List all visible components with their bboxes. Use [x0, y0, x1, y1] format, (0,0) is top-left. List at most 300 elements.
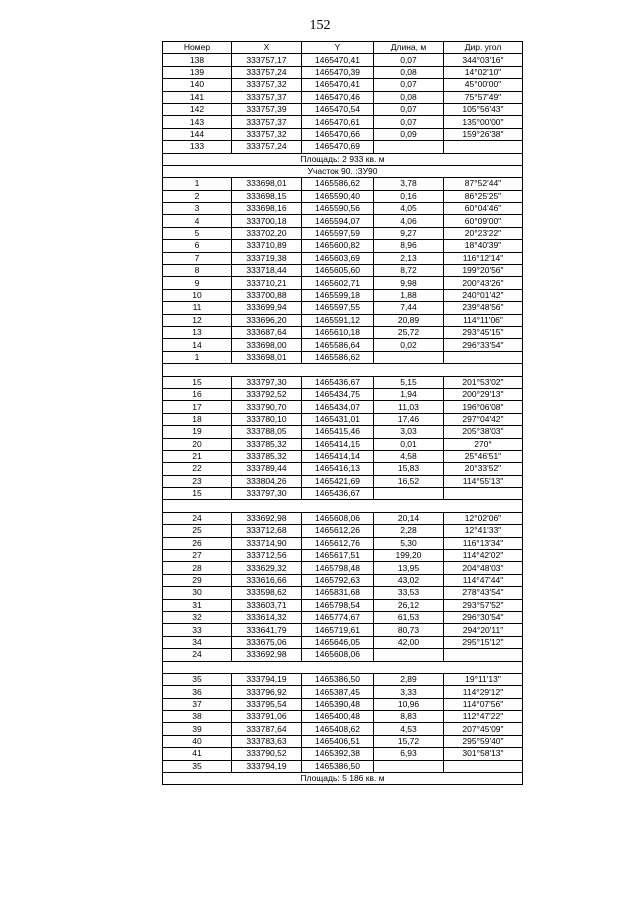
direction-angle-cell: 116°13'34": [444, 537, 523, 549]
y-coordinate-cell: 1465470,69: [302, 141, 374, 153]
length-cell: 0,16: [374, 190, 444, 202]
direction-angle-cell: 12°41'33": [444, 525, 523, 537]
point-number-cell: 39: [163, 723, 232, 735]
y-coordinate-cell: 1465831,68: [302, 587, 374, 599]
x-coordinate-cell: 333785,32: [232, 450, 302, 462]
point-number-cell: 35: [163, 673, 232, 685]
y-coordinate-cell: 1465431,01: [302, 413, 374, 425]
direction-angle-cell: 60°09'00": [444, 215, 523, 227]
point-number-cell: 24: [163, 512, 232, 524]
x-coordinate-cell: 333797,30: [232, 376, 302, 388]
point-number-cell: 32: [163, 611, 232, 623]
y-coordinate-cell: 1465591,12: [302, 314, 374, 326]
length-cell: 10,96: [374, 698, 444, 710]
point-number-cell: 15: [163, 488, 232, 500]
length-cell: 1,94: [374, 388, 444, 400]
y-coordinate-cell: 1465400,48: [302, 711, 374, 723]
length-cell: [374, 351, 444, 363]
length-cell: 13,95: [374, 562, 444, 574]
length-cell: 61,53: [374, 611, 444, 623]
point-number-cell: 31: [163, 599, 232, 611]
point-number-cell: 3: [163, 203, 232, 215]
length-cell: 2,13: [374, 252, 444, 264]
y-coordinate-cell: 1465590,40: [302, 190, 374, 202]
table-row: [163, 463, 523, 475]
point-number-cell: 18: [163, 413, 232, 425]
x-coordinate-cell: 333796,92: [232, 686, 302, 698]
blank-separator-row: [163, 500, 523, 512]
direction-angle-cell: 105°56'43": [444, 103, 523, 115]
y-coordinate-cell: 1465798,48: [302, 562, 374, 574]
x-coordinate-cell: 333698,16: [232, 203, 302, 215]
table-row: [163, 723, 523, 735]
direction-angle-cell: 296°30'54": [444, 611, 523, 623]
page-number: 152: [309, 18, 331, 33]
y-coordinate-cell: 1465597,59: [302, 227, 374, 239]
direction-angle-cell: 295°59'40": [444, 735, 523, 747]
blank-separator-row: [163, 661, 523, 673]
y-coordinate-cell: 1465599,18: [302, 289, 374, 301]
table-row: [163, 550, 523, 562]
length-cell: 0,02: [374, 339, 444, 351]
direction-angle-cell: 200°43'26": [444, 277, 523, 289]
table-row: [163, 673, 523, 685]
length-cell: 25,72: [374, 326, 444, 338]
y-coordinate-cell: 1465590,56: [302, 203, 374, 215]
table-row: [163, 401, 523, 413]
table-row: [163, 649, 523, 661]
direction-angle-cell: [444, 351, 523, 363]
length-cell: 4,05: [374, 203, 444, 215]
point-number-cell: 2: [163, 190, 232, 202]
area-summary: Площадь: 5 186 кв. м: [163, 773, 523, 785]
table-row: [163, 599, 523, 611]
table-row: [163, 265, 523, 277]
table-row: [163, 388, 523, 400]
table-row: [163, 636, 523, 648]
direction-angle-cell: 296°33'54": [444, 339, 523, 351]
x-coordinate-cell: 333797,30: [232, 488, 302, 500]
direction-angle-cell: 159°26'38": [444, 128, 523, 140]
y-coordinate-cell: 1465586,62: [302, 178, 374, 190]
point-number-cell: 140: [163, 79, 232, 91]
point-number-cell: 8: [163, 265, 232, 277]
table-row: [163, 351, 523, 363]
y-coordinate-cell: 1465390,48: [302, 698, 374, 710]
length-cell: [374, 141, 444, 153]
x-coordinate-cell: 333757,32: [232, 128, 302, 140]
point-number-cell: 15: [163, 376, 232, 388]
direction-angle-cell: 75°57'49": [444, 91, 523, 103]
x-coordinate-cell: 333719,38: [232, 252, 302, 264]
length-cell: 17,46: [374, 413, 444, 425]
point-number-cell: 7: [163, 252, 232, 264]
direction-angle-cell: 116°12'14": [444, 252, 523, 264]
table-row: [163, 141, 523, 153]
x-coordinate-cell: 333795,54: [232, 698, 302, 710]
point-number-cell: 17: [163, 401, 232, 413]
y-coordinate-cell: 1465386,50: [302, 760, 374, 772]
point-number-cell: 9: [163, 277, 232, 289]
direction-angle-cell: 297°04'42": [444, 413, 523, 425]
point-number-cell: 144: [163, 128, 232, 140]
direction-angle-cell: 240°01'42": [444, 289, 523, 301]
direction-angle-cell: 114°07'56": [444, 698, 523, 710]
x-coordinate-cell: 333783,63: [232, 735, 302, 747]
y-coordinate-cell: 1465594,07: [302, 215, 374, 227]
point-number-cell: 6: [163, 240, 232, 252]
x-coordinate-cell: 333757,39: [232, 103, 302, 115]
blank-separator-row: [163, 364, 523, 376]
y-coordinate-cell: 1465406,51: [302, 735, 374, 747]
y-coordinate-cell: 1465603,69: [302, 252, 374, 264]
length-cell: 43,02: [374, 574, 444, 586]
direction-angle-cell: 87°52'44": [444, 178, 523, 190]
x-coordinate-cell: 333712,68: [232, 525, 302, 537]
table-row: [163, 215, 523, 227]
table-row: [163, 748, 523, 760]
point-number-cell: 27: [163, 550, 232, 562]
y-coordinate-cell: 1465470,41: [302, 54, 374, 66]
point-number-cell: 1: [163, 178, 232, 190]
y-coordinate-cell: 1465387,45: [302, 686, 374, 698]
direction-angle-cell: [444, 760, 523, 772]
table-row: [163, 203, 523, 215]
y-coordinate-cell: 1465414,15: [302, 438, 374, 450]
table-row: [163, 450, 523, 462]
direction-angle-cell: 293°57'52": [444, 599, 523, 611]
header-number: Номер: [163, 42, 232, 54]
direction-angle-cell: 199°20'56": [444, 265, 523, 277]
direction-angle-cell: 135°00'00": [444, 116, 523, 128]
table-row: [163, 413, 523, 425]
table-row: [163, 289, 523, 301]
length-cell: 5,30: [374, 537, 444, 549]
point-number-cell: 33: [163, 624, 232, 636]
direction-angle-cell: 112°47'22": [444, 711, 523, 723]
table-row: [163, 735, 523, 747]
point-number-cell: 143: [163, 116, 232, 128]
section-title: Участок 90. :ЗУ90: [163, 165, 523, 177]
length-cell: 3,78: [374, 178, 444, 190]
direction-angle-cell: 295°15'12": [444, 636, 523, 648]
point-number-cell: 10: [163, 289, 232, 301]
y-coordinate-cell: 1465586,64: [302, 339, 374, 351]
direction-angle-cell: [444, 488, 523, 500]
length-cell: 33,53: [374, 587, 444, 599]
table-body: [163, 54, 523, 785]
length-cell: 0,08: [374, 66, 444, 78]
x-coordinate-cell: 333700,18: [232, 215, 302, 227]
header-x: X: [232, 42, 302, 54]
table-row: [163, 624, 523, 636]
length-cell: 9,98: [374, 277, 444, 289]
y-coordinate-cell: 1465470,46: [302, 91, 374, 103]
x-coordinate-cell: 333698,15: [232, 190, 302, 202]
table-row: [163, 128, 523, 140]
table-row: [163, 252, 523, 264]
x-coordinate-cell: 333692,98: [232, 512, 302, 524]
x-coordinate-cell: 333692,98: [232, 649, 302, 661]
x-coordinate-cell: 333702,20: [232, 227, 302, 239]
point-number-cell: 38: [163, 711, 232, 723]
x-coordinate-cell: 333757,17: [232, 54, 302, 66]
header-y: Y: [302, 42, 374, 54]
table-row: [163, 240, 523, 252]
length-cell: 15,72: [374, 735, 444, 747]
point-number-cell: 1: [163, 351, 232, 363]
table-row: [163, 760, 523, 772]
x-coordinate-cell: 333675,06: [232, 636, 302, 648]
table-header-row: [163, 42, 523, 54]
direction-angle-cell: 114°42'02": [444, 550, 523, 562]
y-coordinate-cell: 1465798,54: [302, 599, 374, 611]
y-coordinate-cell: 1465436,67: [302, 376, 374, 388]
point-number-cell: 14: [163, 339, 232, 351]
length-cell: 15,83: [374, 463, 444, 475]
y-coordinate-cell: 1465470,39: [302, 66, 374, 78]
x-coordinate-cell: 333791,06: [232, 711, 302, 723]
table-row: [163, 574, 523, 586]
x-coordinate-cell: 333700,88: [232, 289, 302, 301]
direction-angle-cell: [444, 141, 523, 153]
x-coordinate-cell: 333699,94: [232, 302, 302, 314]
point-number-cell: 139: [163, 66, 232, 78]
length-cell: 8,96: [374, 240, 444, 252]
table-row: [163, 537, 523, 549]
point-number-cell: 35: [163, 760, 232, 772]
y-coordinate-cell: 1465774,67: [302, 611, 374, 623]
direction-angle-cell: 344°03'16": [444, 54, 523, 66]
point-number-cell: 41: [163, 748, 232, 760]
y-coordinate-cell: 1465470,54: [302, 103, 374, 115]
y-coordinate-cell: 1465470,61: [302, 116, 374, 128]
table-row: [163, 698, 523, 710]
x-coordinate-cell: 333712,56: [232, 550, 302, 562]
y-coordinate-cell: 1465597,55: [302, 302, 374, 314]
direction-angle-cell: [444, 649, 523, 661]
x-coordinate-cell: 333698,00: [232, 339, 302, 351]
point-number-cell: 22: [163, 463, 232, 475]
direction-angle-cell: 200°29'13": [444, 388, 523, 400]
y-coordinate-cell: 1465434,75: [302, 388, 374, 400]
length-cell: 9,27: [374, 227, 444, 239]
length-cell: [374, 760, 444, 772]
y-coordinate-cell: 1465612,26: [302, 525, 374, 537]
x-coordinate-cell: 333787,64: [232, 723, 302, 735]
y-coordinate-cell: 1465600,82: [302, 240, 374, 252]
point-number-cell: 28: [163, 562, 232, 574]
point-number-cell: 142: [163, 103, 232, 115]
table-row: [163, 686, 523, 698]
length-cell: 0,08: [374, 91, 444, 103]
table-row: [163, 711, 523, 723]
x-coordinate-cell: 333710,21: [232, 277, 302, 289]
length-cell: 0,07: [374, 54, 444, 66]
x-coordinate-cell: 333603,71: [232, 599, 302, 611]
point-number-cell: 36: [163, 686, 232, 698]
x-coordinate-cell: 333792,52: [232, 388, 302, 400]
length-cell: 42,00: [374, 636, 444, 648]
direction-angle-cell: 278°43'54": [444, 587, 523, 599]
direction-angle-cell: 12°02'06": [444, 512, 523, 524]
direction-angle-cell: 239°48'56": [444, 302, 523, 314]
y-coordinate-cell: 1465608,06: [302, 512, 374, 524]
table-row: [163, 525, 523, 537]
x-coordinate-cell: 333710,89: [232, 240, 302, 252]
y-coordinate-cell: 1465610,18: [302, 326, 374, 338]
x-coordinate-cell: 333687,64: [232, 326, 302, 338]
table-row: [163, 277, 523, 289]
point-number-cell: 23: [163, 475, 232, 487]
y-coordinate-cell: 1465415,46: [302, 426, 374, 438]
table-row: [163, 302, 523, 314]
direction-angle-cell: 114°11'06": [444, 314, 523, 326]
x-coordinate-cell: 333616,66: [232, 574, 302, 586]
length-cell: 0,09: [374, 128, 444, 140]
x-coordinate-cell: 333629,32: [232, 562, 302, 574]
direction-angle-cell: 114°47'44": [444, 574, 523, 586]
point-number-cell: 19: [163, 426, 232, 438]
point-number-cell: 25: [163, 525, 232, 537]
direction-angle-cell: 207°45'09": [444, 723, 523, 735]
y-coordinate-cell: 1465612,76: [302, 537, 374, 549]
length-cell: 4,58: [374, 450, 444, 462]
x-coordinate-cell: 333698,01: [232, 351, 302, 363]
header-direction-angle: Дир. угол: [444, 42, 523, 54]
point-number-cell: 21: [163, 450, 232, 462]
y-coordinate-cell: 1465719,61: [302, 624, 374, 636]
table-row: [163, 512, 523, 524]
y-coordinate-cell: 1465470,41: [302, 79, 374, 91]
point-number-cell: 133: [163, 141, 232, 153]
table-row: [163, 488, 523, 500]
point-number-cell: 5: [163, 227, 232, 239]
direction-angle-cell: 14°02'10": [444, 66, 523, 78]
direction-angle-cell: 86°25'25": [444, 190, 523, 202]
table-row: [163, 587, 523, 599]
section-title-row: [163, 165, 523, 177]
direction-angle-cell: 301°58'13": [444, 748, 523, 760]
length-cell: 2,89: [374, 673, 444, 685]
y-coordinate-cell: 1465386,50: [302, 673, 374, 685]
length-cell: 5,15: [374, 376, 444, 388]
table-row: [163, 79, 523, 91]
y-coordinate-cell: 1465392,38: [302, 748, 374, 760]
direction-angle-cell: 25°46'51": [444, 450, 523, 462]
point-number-cell: 141: [163, 91, 232, 103]
length-cell: 2,28: [374, 525, 444, 537]
point-number-cell: 13: [163, 326, 232, 338]
table-row: [163, 376, 523, 388]
y-coordinate-cell: 1465416,13: [302, 463, 374, 475]
point-number-cell: 11: [163, 302, 232, 314]
direction-angle-cell: 60°04'46": [444, 203, 523, 215]
direction-angle-cell: 270°: [444, 438, 523, 450]
table-row: [163, 611, 523, 623]
direction-angle-cell: 293°45'15": [444, 326, 523, 338]
length-cell: [374, 488, 444, 500]
direction-angle-cell: 20°23'22": [444, 227, 523, 239]
point-number-cell: 37: [163, 698, 232, 710]
table-row: [163, 116, 523, 128]
direction-angle-cell: 201°53'02": [444, 376, 523, 388]
direction-angle-cell: 18°40'39": [444, 240, 523, 252]
direction-angle-cell: 204°48'03": [444, 562, 523, 574]
direction-angle-cell: 45°00'00": [444, 79, 523, 91]
x-coordinate-cell: 333794,19: [232, 673, 302, 685]
area-summary: Площадь: 2 933 кв. м: [163, 153, 523, 165]
table-row: [163, 54, 523, 66]
length-cell: 0,01: [374, 438, 444, 450]
table-row: [163, 562, 523, 574]
x-coordinate-cell: 333804,26: [232, 475, 302, 487]
direction-angle-cell: 20°33'52": [444, 463, 523, 475]
x-coordinate-cell: 333757,24: [232, 141, 302, 153]
length-cell: 6,93: [374, 748, 444, 760]
length-cell: [374, 649, 444, 661]
blank-separator: [163, 500, 523, 512]
table-row: [163, 66, 523, 78]
y-coordinate-cell: 1465792,63: [302, 574, 374, 586]
length-cell: 7,44: [374, 302, 444, 314]
length-cell: 0,07: [374, 116, 444, 128]
y-coordinate-cell: 1465605,60: [302, 265, 374, 277]
point-number-cell: 138: [163, 54, 232, 66]
area-summary-row: [163, 773, 523, 785]
direction-angle-cell: 196°06'08": [444, 401, 523, 413]
length-cell: 4,53: [374, 723, 444, 735]
x-coordinate-cell: 333718,44: [232, 265, 302, 277]
table-row: [163, 190, 523, 202]
table-row: [163, 103, 523, 115]
y-coordinate-cell: 1465608,06: [302, 649, 374, 661]
x-coordinate-cell: 333641,79: [232, 624, 302, 636]
length-cell: 8,83: [374, 711, 444, 723]
coordinates-table: [162, 41, 523, 785]
length-cell: 0,07: [374, 79, 444, 91]
x-coordinate-cell: 333780,10: [232, 413, 302, 425]
x-coordinate-cell: 333757,37: [232, 116, 302, 128]
y-coordinate-cell: 1465421,69: [302, 475, 374, 487]
x-coordinate-cell: 333794,19: [232, 760, 302, 772]
x-coordinate-cell: 333757,32: [232, 79, 302, 91]
point-number-cell: 20: [163, 438, 232, 450]
length-cell: 20,14: [374, 512, 444, 524]
table-row: [163, 314, 523, 326]
direction-angle-cell: 114°29'12": [444, 686, 523, 698]
length-cell: 0,07: [374, 103, 444, 115]
point-number-cell: 24: [163, 649, 232, 661]
length-cell: 8,72: [374, 265, 444, 277]
x-coordinate-cell: 333714,90: [232, 537, 302, 549]
direction-angle-cell: 294°20'11": [444, 624, 523, 636]
direction-angle-cell: 19°11'13": [444, 673, 523, 685]
x-coordinate-cell: 333789,44: [232, 463, 302, 475]
x-coordinate-cell: 333698,01: [232, 178, 302, 190]
point-number-cell: 4: [163, 215, 232, 227]
blank-separator: [163, 364, 523, 376]
x-coordinate-cell: 333788,05: [232, 426, 302, 438]
x-coordinate-cell: 333598,62: [232, 587, 302, 599]
x-coordinate-cell: 333614,32: [232, 611, 302, 623]
y-coordinate-cell: 1465602,71: [302, 277, 374, 289]
point-number-cell: 16: [163, 388, 232, 400]
length-cell: 16,52: [374, 475, 444, 487]
x-coordinate-cell: 333757,24: [232, 66, 302, 78]
x-coordinate-cell: 333790,52: [232, 748, 302, 760]
x-coordinate-cell: 333790,70: [232, 401, 302, 413]
